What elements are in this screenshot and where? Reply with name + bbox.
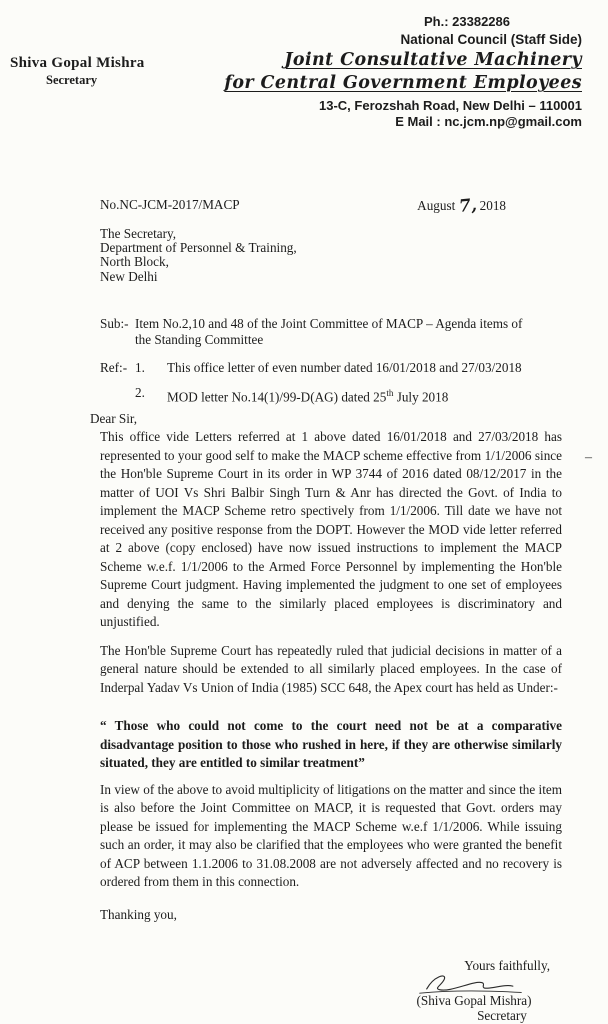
- organization-script-line2: for Central Government Employees: [224, 72, 582, 93]
- reference-item-text-pre: MOD letter No.14(1)/99-D(AG) dated 25: [167, 389, 387, 405]
- handwritten-day: 7,: [457, 195, 478, 217]
- paragraph-3: In view of the above to avoid multiplicity of litigations on the matter and since the item is also before the Joint Committee on MACP, it is requested that Govt. orders may please be issued for implementing the MACP Scheme w.e.f 1/1/2006. While issuing such an order, it may also be clarified that the employees who were granted the benefit of ACP between 1.1.2006 to 31.08.2008 are not adversely affected and no recovery is ordered from them in this connection.: [100, 781, 562, 890]
- organization-name: National Council (Staff Side): [400, 32, 582, 48]
- subject-row: [100, 316, 562, 348]
- reference-number: No.NC-JCM-2017/MACP: [100, 197, 240, 212]
- date-month: August: [417, 198, 456, 213]
- reference-item-text-post: July 2018: [393, 389, 449, 405]
- valediction: Yours faithfully,: [464, 958, 550, 973]
- reference-list-label: Ref:-: [100, 359, 128, 375]
- date-year: 2018: [479, 198, 506, 213]
- reference-item-text: [167, 385, 562, 405]
- signatory-title: Secretary: [477, 1008, 527, 1023]
- sender-block: [10, 55, 145, 88]
- reference-item-text: This office letter of even number dated 16/01/2018 and 27/03/2018: [167, 359, 522, 375]
- recipient-line: New Delhi: [100, 268, 158, 284]
- reference-list-label-spacer: [100, 385, 135, 405]
- recipient-line: The Secretary,: [100, 226, 177, 241]
- quoted-judgment-text: “ Those who could not come to the court need not be at a comparative disadvantage position to those who rushed in here, if they are otherwise similarly situated, they are entitled to similar treatment”: [100, 718, 562, 771]
- recipient-line: North Block,: [100, 254, 169, 270]
- reference-item-number: 2.: [135, 384, 145, 400]
- closing-line: Thanking you,: [100, 906, 177, 922]
- signoff-block: [384, 958, 564, 1023]
- margin-dash-mark: –: [585, 450, 592, 465]
- reference-and-date-row: [100, 196, 562, 215]
- recipient-address: [100, 227, 562, 284]
- organization-script-line1: Joint Consultative Machinery: [284, 50, 582, 71]
- subject-text: Item No.2,10 and 48 of the Joint Committee of MACP – Agenda items of the Standing Committee: [135, 315, 523, 347]
- sender-name: Shiva Gopal Mishra: [10, 55, 145, 71]
- organization-address: 13-C, Ferozshah Road, New Delhi – 110001: [319, 97, 582, 113]
- letter-date: [417, 196, 562, 215]
- paragraph-1: This office vide Letters referred at 1 above dated 16/01/2018 and 27/03/2018 has represented to your good self to make the MACP scheme effective from 1/1/2006 since the Hon'ble Supreme Court in its order in WP 3744 of 2016 dated 08/12/2017 in the matter of UOI Vs Shri Balbir Singh Turn & Anr has directed the Govt. of India to implement the MACP Scheme retro spectively from 1/1/2006. Till date we have not received any positive response from the DOPT. However the MOD vide letter referred at 2 above (copy enclosed) have now issued instructions to implement the MACP Scheme w.e.f. 1/1/2006 to the Armed Force Personnel by implementing the Hon'ble Supreme Court judgment. Having implemented the judgment to one set of employees and denying the same to the similarly placed employees is discriminatory and unjustified.: [100, 429, 562, 630]
- salutation: Dear Sir,: [90, 411, 138, 427]
- reference-item-2: [100, 385, 562, 405]
- signatory-name: (Shiva Gopal Mishra): [416, 993, 532, 1008]
- sender-title: Secretary: [46, 73, 98, 87]
- paragraph-2: The Hon'ble Supreme Court has repeatedly ruled that judicial decisions in matter of a general nature should be extended to all similarly placed employees. In the case of Inderpal Yadav Vs Union of India (1985) SCC 648, the Apex court has held as Under:-: [100, 642, 562, 695]
- phone-number: Ph.: 23382286: [423, 14, 510, 29]
- ordinal-superscript: th: [386, 387, 394, 398]
- reference-item-1: [100, 360, 562, 376]
- subject-label: Sub:-: [100, 315, 129, 331]
- letter-body: [90, 195, 562, 924]
- reference-item-number: 1.: [135, 359, 145, 375]
- organization-email: E Mail : nc.jcm.np@gmail.com: [395, 113, 582, 129]
- recipient-line: Department of Personnel & Training,: [100, 240, 297, 256]
- letterhead: [224, 14, 582, 130]
